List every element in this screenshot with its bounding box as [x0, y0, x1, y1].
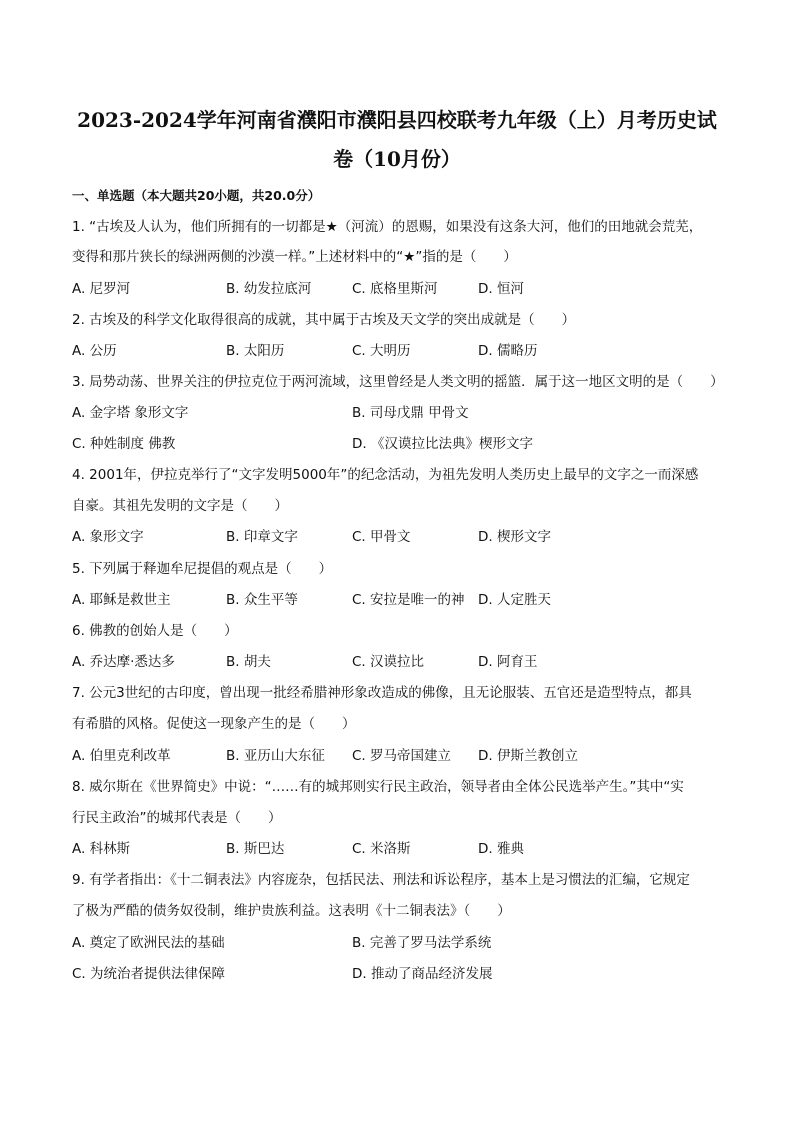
- question-9-stem-cont: 了极为严酷的债务奴役制，维护贵族利益。这表明《十二铜表法》（ ）: [72, 903, 511, 919]
- question-5-option-a: A. 耶稣是救世主: [72, 592, 171, 608]
- question-9-option-c: C. 为统治者提供法律保障: [72, 966, 226, 982]
- question-7-option-c: C. 罗马帝国建立: [352, 748, 452, 764]
- question-3-option-a: A. 金字塔 象形文字: [72, 405, 189, 421]
- question-2-option-c: C. 大明历: [352, 343, 411, 359]
- question-6-option-d: D. 阿育王: [478, 654, 538, 670]
- page-title-continued: 卷（10月份）: [333, 147, 461, 171]
- question-6-option-b: B. 胡夫: [226, 654, 271, 670]
- question-2-option-d: D. 儒略历: [478, 343, 538, 359]
- question-4-option-c: C. 甲骨文: [352, 529, 411, 545]
- question-2-option-a: A. 公历: [72, 343, 117, 359]
- question-8-option-a: A. 科林斯: [72, 841, 131, 857]
- question-2-option-b: B. 太阳历: [226, 343, 285, 359]
- question-9-option-d: D. 推动了商品经济发展: [352, 966, 493, 982]
- question-9-option-a: A. 奠定了欧洲民法的基础: [72, 935, 225, 951]
- question-7-option-a: A. 伯里克利改革: [72, 748, 171, 764]
- question-8-stem: 8. 威尔斯在《世界简史》中说：“……有的城邦则实行民主政治，领导者由全体公民选举产生。”其中“实: [72, 779, 684, 795]
- question-4-option-b: B. 印章文字: [226, 529, 298, 545]
- question-5-option-d: D. 人定胜天: [478, 592, 551, 608]
- question-5-option-c: C. 安拉是唯一的神: [352, 592, 465, 608]
- question-4-stem: 4. 2001年，伊拉克举行了“文字发明5000年”的纪念活动，为祖先发明人类历史上最早的文字之一而深感: [72, 467, 699, 483]
- question-1-stem: 1. “古埃及人认为，他们所拥有的一切都是★（河流）的恩赐，如果没有这条大河，他们的田地就会荒芜，: [72, 219, 703, 235]
- question-1-stem-cont: 变得和那片狭长的绿洲两侧的沙漠一样。”上述材料中的“★”指的是（ ）: [72, 249, 517, 265]
- question-2-stem: 2. 古埃及的科学文化取得很高的成就，其中属于古埃及天文学的突出成就是（ ）: [72, 312, 576, 328]
- question-4-option-a: A. 象形文字: [72, 529, 144, 545]
- question-3-option-b: B. 司母戊鼎 甲骨文: [352, 405, 469, 421]
- question-1-option-a: A. 尼罗河: [72, 281, 131, 297]
- question-7-stem: 7. 公元3世纪的古印度，曾出现一批经希腊神形象改造成的佛像，且无论服装、五官还是造型特点，都具: [72, 685, 692, 701]
- question-3-option-d: D. 《汉谟拉比法典》楔形文字: [352, 436, 533, 452]
- question-6-stem: 6. 佛教的创始人是（ ）: [72, 623, 238, 639]
- question-4-option-d: D. 楔形文字: [478, 529, 551, 545]
- question-3-option-c: C. 种姓制度 佛教: [72, 436, 176, 452]
- question-7-stem-cont: 有希腊的风格。促使这一现象产生的是（ ）: [72, 716, 356, 732]
- question-5-option-b: B. 众生平等: [226, 592, 298, 608]
- question-9-stem: 9. 有学者指出：《十二铜表法》内容庞杂，包括民法、刑法和诉讼程序，基本上是习惯法的汇编，它规定: [72, 872, 690, 888]
- question-7-option-b: B. 亚历山大东征: [226, 748, 325, 764]
- question-6-option-c: C. 汉谟拉比: [352, 654, 425, 670]
- section-heading: 一、单选题（本大题共20小题，共20.0分）: [72, 188, 321, 203]
- question-1-option-b: B. 幼发拉底河: [226, 281, 312, 297]
- question-8-option-b: B. 斯巴达: [226, 841, 285, 857]
- question-5-stem: 5. 下列属于释迦牟尼提倡的观点是（ ）: [72, 561, 333, 577]
- question-1-option-c: C. 底格里斯河: [352, 281, 438, 297]
- question-6-option-a: A. 乔达摩·悉达多: [72, 654, 175, 670]
- question-1-option-d: D. 恒河: [478, 281, 524, 297]
- question-3-stem: 3. 局势动荡、世界关注的伊拉克位于两河流域，这里曾经是人类文明的摇篮．属于这一地区文明的是（ ）: [72, 374, 724, 390]
- question-8-stem-cont: 行民主政治”的城邦代表是（ ）: [72, 810, 282, 826]
- page-title: 2023-2024学年河南省濮阳市濮阳县四校联考九年级（上）月考历史试: [77, 108, 717, 132]
- question-7-option-d: D. 伊斯兰教创立: [478, 748, 578, 764]
- question-8-option-c: C. 米洛斯: [352, 841, 411, 857]
- question-8-option-d: D. 雅典: [478, 841, 524, 857]
- question-9-option-b: B. 完善了罗马法学系统: [352, 935, 492, 951]
- question-4-stem-cont: 自豪。其祖先发明的文字是（ ）: [72, 498, 288, 514]
